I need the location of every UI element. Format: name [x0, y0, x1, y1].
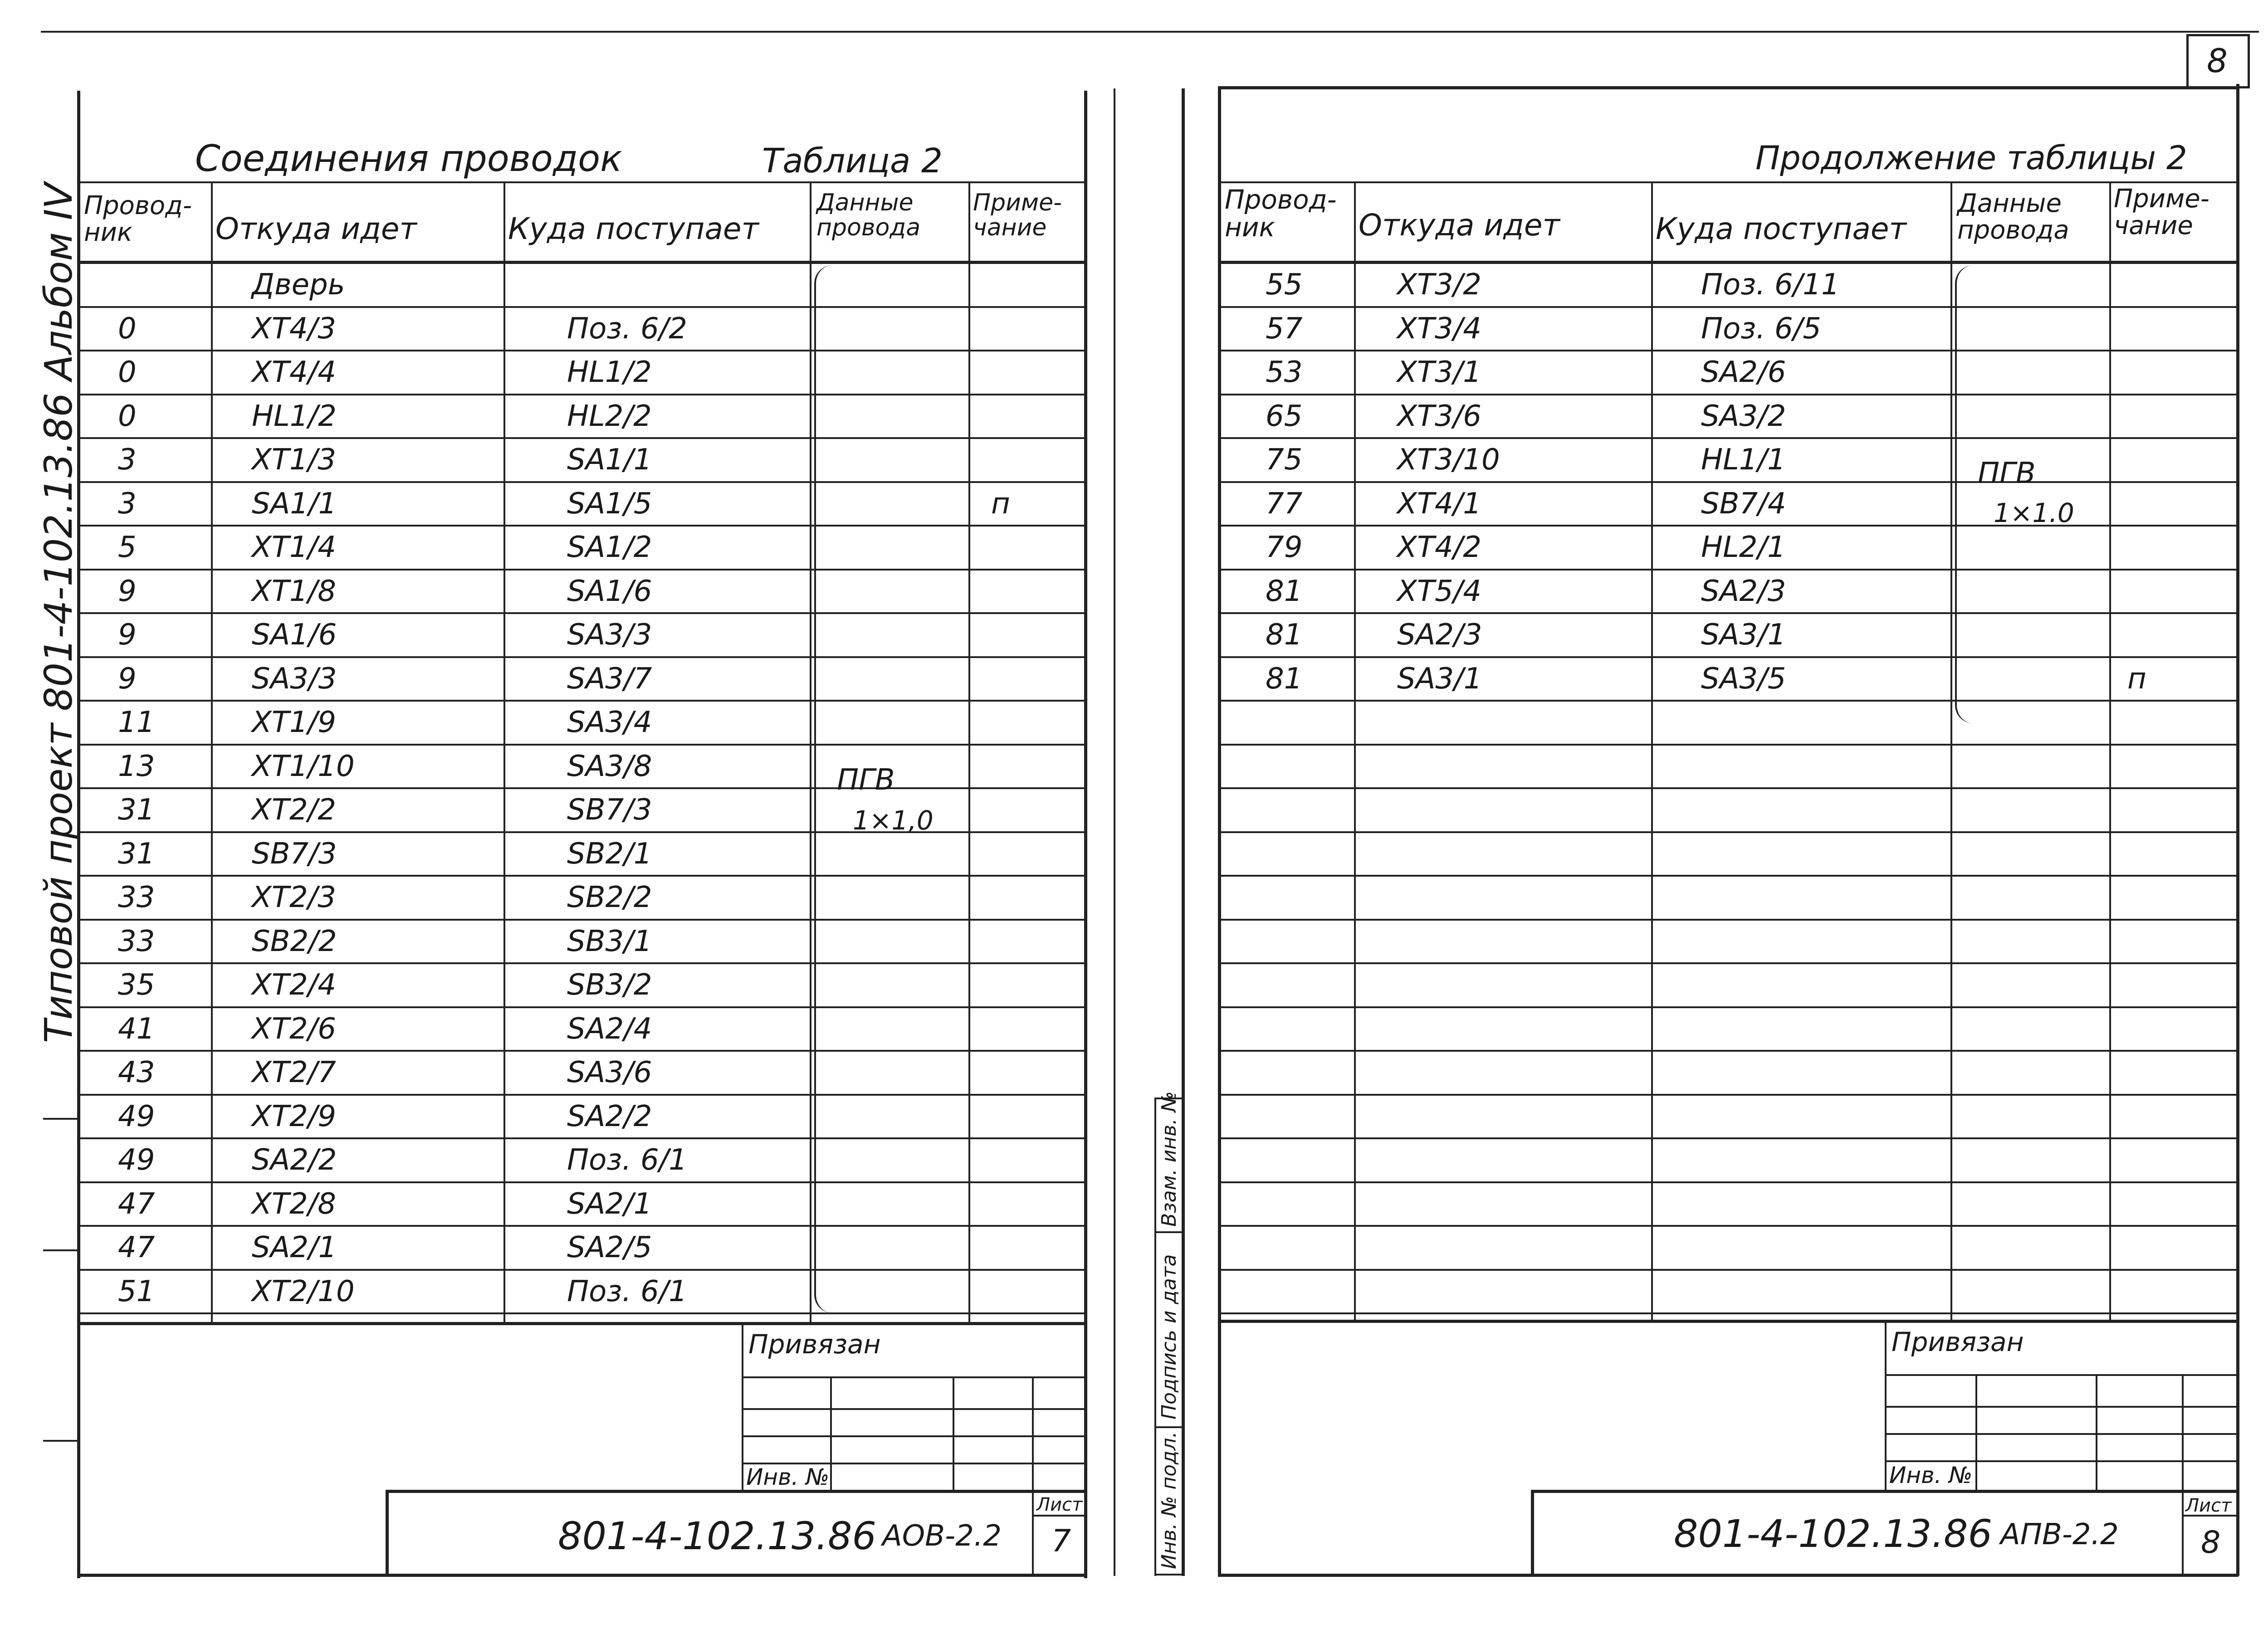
left-to-cell: SB2/1: [567, 837, 652, 871]
strip-signature: Подпись и дата: [1158, 1254, 1181, 1419]
left-row-line: [77, 1225, 1084, 1227]
left-to-cell: SA2/1: [567, 1187, 652, 1221]
left-tb-v1: [742, 1322, 743, 1490]
left-wire-number: 0: [118, 356, 137, 389]
left-from-cell: Дверь: [252, 268, 345, 302]
right-wire-number: 57: [1266, 312, 1303, 346]
page-number: 8: [2207, 42, 2228, 80]
left-list-no: 7: [1051, 1523, 1071, 1559]
left-to-cell: SA3/3: [567, 618, 652, 652]
right-wire-size: 1×1.0: [1994, 498, 2074, 528]
right-wire-number: 81: [1266, 618, 1303, 652]
left-row-line: [77, 569, 1084, 571]
left-row-line: [77, 1094, 1084, 1096]
right-from-cell: XT3/2: [1397, 268, 1481, 302]
right-wire-number: 75: [1266, 443, 1303, 477]
right-wire-brace: [1955, 265, 1975, 723]
left-from-cell: XT4/3: [252, 312, 336, 346]
left-wire-number: 9: [118, 662, 137, 696]
strip-line-2: [1154, 1097, 1156, 1576]
strip-cell-signature: [1158, 1254, 1181, 1419]
right-to-cell: SA3/1: [1701, 618, 1786, 652]
left-to-cell: Поз. 6/1: [567, 1274, 687, 1308]
right-row-line: [1218, 350, 2236, 351]
left-from-cell: XT1/4: [252, 531, 336, 564]
left-row-line: [77, 1137, 1084, 1139]
right-row-line: [1218, 744, 2236, 746]
strip-cell-vzam: [1158, 1091, 1181, 1227]
right-sheet-code: АПВ-2.2: [2000, 1518, 2119, 1551]
right-to-cell: SA2/6: [1701, 356, 1786, 389]
left-wire-number: 9: [118, 574, 137, 608]
right-titleblock-top: [1218, 1320, 2236, 1323]
right-from-cell: XT3/1: [1397, 356, 1481, 389]
right-col-3: [1950, 181, 1952, 1322]
right-header-1: Откуда идет: [1359, 208, 1560, 243]
left-tb-v2: [830, 1376, 832, 1490]
left-to-cell: SB3/2: [567, 968, 652, 1002]
left-col-1: [211, 181, 213, 1324]
right-row-line: [1218, 787, 2236, 789]
left-table-label: Таблица 2: [762, 141, 943, 180]
right-list-no: 8: [2201, 1525, 2221, 1561]
left-privyazan: Привязан: [748, 1329, 881, 1360]
right-to-cell: SA3/5: [1701, 662, 1786, 696]
left-from-cell: HL1/2: [252, 399, 337, 433]
left-to-cell: SA1/1: [567, 443, 652, 477]
left-col-3: [810, 181, 811, 1324]
left-col-4: [968, 181, 970, 1324]
left-to-cell: SA3/7: [567, 662, 652, 696]
right-row-line: [1218, 1094, 2236, 1096]
right-frame-right: [2236, 84, 2239, 1576]
strip-line-3: [1182, 88, 1185, 1576]
right-tb-v3: [2096, 1374, 2097, 1492]
left-to-cell: SA3/8: [567, 749, 652, 783]
side-stamp-text: Типовой проект 801-4-102.13.86 Альбом IV: [36, 183, 81, 1043]
left-to-cell: SB2/2: [567, 881, 652, 914]
left-from-cell: XT2/2: [252, 793, 336, 827]
left-header-1: Откуда идет: [215, 211, 417, 246]
right-frame-top: [1218, 86, 2239, 89]
strip-vzam: Взам. инв. №: [1158, 1091, 1181, 1227]
right-header-2: Куда поступает: [1656, 211, 1906, 246]
right-wire-number: 81: [1266, 574, 1303, 608]
left-wire-number: 5: [118, 531, 137, 564]
right-row-line: [1218, 1269, 2236, 1271]
left-wire-number: 3: [118, 487, 137, 521]
right-from-cell: SA3/1: [1397, 662, 1482, 696]
right-header-bottom: [1218, 261, 2236, 264]
left-from-cell: XT1/3: [252, 443, 336, 477]
right-row-line: [1218, 962, 2236, 964]
left-header-4: Приме-чание: [973, 189, 1062, 241]
left-from-cell: SA3/3: [252, 662, 337, 696]
left-to-cell: SA3/4: [567, 706, 652, 739]
left-row-line: [77, 962, 1084, 964]
left-tb-code-top: [386, 1490, 1084, 1493]
right-wire-number: 65: [1266, 399, 1303, 433]
left-to-cell: HL1/2: [567, 356, 652, 389]
right-wire-number: 79: [1266, 531, 1303, 564]
right-to-cell: Поз. 6/5: [1701, 312, 1821, 346]
strip-line-1: [1114, 88, 1115, 1576]
right-col-4: [2109, 181, 2111, 1322]
right-row-line: [1218, 525, 2236, 527]
left-from-cell: SA2/2: [252, 1143, 337, 1177]
right-to-cell: Поз. 6/11: [1701, 268, 1840, 302]
left-wire-number: 47: [118, 1187, 155, 1221]
side-stamp: [36, 183, 81, 1043]
left-to-cell: SA1/6: [567, 574, 652, 608]
right-row-line: [1218, 569, 2236, 571]
right-to-cell: SB7/4: [1701, 487, 1786, 521]
left-row-line: [77, 656, 1084, 658]
left-titleblock-top: [77, 1322, 1084, 1325]
right-tb-v2: [1975, 1374, 1977, 1492]
left-from-cell: XT2/10: [252, 1274, 355, 1308]
right-to-cell: HL2/1: [1701, 531, 1786, 564]
left-row-line: [77, 350, 1084, 351]
left-wire-number: 33: [118, 881, 155, 914]
left-from-cell: XT1/8: [252, 574, 336, 608]
left-tb-code-left: [386, 1490, 389, 1576]
left-from-cell: XT1/9: [252, 706, 336, 739]
right-col-2: [1651, 181, 1653, 1322]
right-header-3: Данные провода: [1957, 189, 2069, 245]
left-wire-number: 41: [118, 1012, 155, 1046]
right-from-cell: SA2/3: [1397, 618, 1482, 652]
left-wire-number: 35: [118, 968, 155, 1002]
left-to-cell: Поз. 6/2: [567, 312, 687, 346]
left-from-cell: XT2/9: [252, 1099, 336, 1133]
right-privyazan: Привязан: [1892, 1327, 2024, 1357]
right-doc-code: 801-4-102.13.86: [1674, 1512, 1992, 1556]
left-row-line: [77, 744, 1084, 746]
page-number-box: [2186, 34, 2250, 88]
left-from-cell: XT1/10: [252, 749, 355, 783]
right-tb-v4: [2182, 1374, 2184, 1574]
left-row-line: [77, 1050, 1084, 1052]
right-col-1: [1354, 181, 1356, 1322]
right-row-line: [1218, 1137, 2236, 1139]
left-wire-number: 0: [118, 312, 137, 346]
right-row-line: [1218, 656, 2236, 658]
left-to-cell: SA1/2: [567, 531, 652, 564]
left-row-line: [77, 394, 1084, 395]
right-header-top: [1218, 181, 2236, 183]
left-header-top: [77, 181, 1084, 183]
right-wire-type: ПГВ: [1978, 457, 2036, 490]
strip-inv-podl: Инв. № подл.: [1158, 1431, 1181, 1569]
left-wire-number: 9: [118, 618, 137, 652]
left-frame-right: [1084, 91, 1087, 1578]
left-to-cell: SB3/1: [567, 924, 652, 958]
left-wire-number: 49: [118, 1143, 155, 1177]
side-tick-2: [43, 1249, 79, 1251]
left-wire-size: 1×1,0: [853, 805, 934, 836]
left-list-label: Лист: [1036, 1494, 1083, 1515]
right-row-line: [1218, 1006, 2236, 1008]
left-frame-bottom: [77, 1574, 1086, 1577]
left-to-cell: HL2/2: [567, 399, 652, 433]
side-tick-1: [43, 1118, 79, 1120]
right-header-0: Провод-ник: [1225, 184, 1337, 243]
right-wire-number: 77: [1266, 487, 1303, 521]
left-row-line: [77, 1269, 1084, 1271]
left-row-line: [77, 787, 1084, 789]
side-tick-3: [43, 1440, 79, 1442]
left-wire-number: 33: [118, 924, 155, 958]
left-from-cell: SB7/3: [252, 837, 337, 871]
left-from-cell: XT2/6: [252, 1012, 336, 1046]
left-wire-number: 31: [118, 793, 155, 827]
left-row-line: [77, 875, 1084, 877]
right-header-4: Приме-чание: [2114, 184, 2209, 240]
left-note-cell: п: [991, 487, 1010, 521]
left-row-line: [77, 306, 1084, 308]
left-from-cell: XT2/3: [252, 881, 336, 914]
left-to-cell: SA2/5: [567, 1231, 652, 1264]
right-row-line: [1218, 612, 2236, 614]
left-title: Соединения проводок: [195, 137, 622, 180]
left-to-cell: SB7/3: [567, 793, 652, 827]
right-inv-no: Инв. №: [1889, 1462, 1973, 1488]
left-wire-number: 51: [118, 1274, 155, 1308]
right-from-cell: XT4/2: [1397, 531, 1481, 564]
left-row-line: [77, 1181, 1084, 1183]
left-from-cell: XT4/4: [252, 356, 336, 389]
right-row-line: [1218, 919, 2236, 921]
right-to-cell: HL1/1: [1701, 443, 1786, 477]
left-row-line: [77, 612, 1084, 614]
left-from-cell: SA1/1: [252, 487, 337, 521]
strip-h4: [1154, 1574, 1182, 1575]
left-from-cell: SA2/1: [252, 1231, 337, 1264]
left-row-line: [77, 481, 1084, 483]
left-wire-number: 31: [118, 837, 155, 871]
top-border-line: [41, 31, 2259, 33]
left-frame-left: [77, 91, 80, 1578]
right-row-line: [1218, 1312, 2236, 1314]
left-to-cell: Поз. 6/1: [567, 1143, 687, 1177]
right-row-line: [1218, 875, 2236, 877]
right-row-line: [1218, 481, 2236, 483]
right-from-cell: XT3/6: [1397, 399, 1481, 433]
right-wire-number: 55: [1266, 268, 1303, 302]
right-title: Продолжение таблицы 2: [1755, 139, 2187, 177]
left-wire-number: 43: [118, 1056, 155, 1089]
left-row-line: [77, 437, 1084, 439]
right-from-cell: XT3/10: [1397, 443, 1500, 477]
left-tb-v3: [953, 1376, 954, 1490]
right-from-cell: XT5/4: [1397, 574, 1481, 608]
left-to-cell: SA1/5: [567, 487, 652, 521]
left-header-2: Куда поступает: [508, 211, 759, 246]
right-row-line: [1218, 437, 2236, 439]
right-tb-code-left: [1531, 1490, 1534, 1576]
right-from-cell: XT4/1: [1397, 487, 1481, 521]
right-row-line: [1218, 306, 2236, 308]
left-row-line: [77, 1312, 1084, 1314]
left-wire-number: 47: [118, 1231, 155, 1264]
left-from-cell: XT2/4: [252, 968, 336, 1002]
left-wire-number: 13: [118, 749, 155, 783]
right-to-cell: SA3/2: [1701, 399, 1786, 433]
right-from-cell: XT3/4: [1397, 312, 1481, 346]
strip-cell-inv-podl: [1158, 1431, 1181, 1569]
right-note-cell: п: [2127, 662, 2146, 696]
right-list-label: Лист: [2185, 1495, 2232, 1516]
right-row-line: [1218, 394, 2236, 395]
left-wire-number: 3: [118, 443, 137, 477]
left-from-cell: SA1/6: [252, 618, 337, 652]
right-frame-bottom: [1218, 1574, 2239, 1577]
left-wire-number: 0: [118, 399, 137, 433]
left-sheet-code: АОВ-2.2: [882, 1519, 1002, 1553]
right-wire-number: 81: [1266, 662, 1303, 696]
left-header-bottom: [77, 261, 1084, 264]
left-from-cell: XT2/8: [252, 1187, 336, 1221]
right-to-cell: SA2/3: [1701, 574, 1786, 608]
left-row-line: [77, 919, 1084, 921]
left-to-cell: SA3/6: [567, 1056, 652, 1089]
right-tb-code-top: [1531, 1490, 2239, 1493]
left-col-2: [503, 181, 505, 1324]
strip-h2: [1154, 1231, 1182, 1233]
left-inv-no: Инв. №: [746, 1464, 830, 1490]
left-row-line: [77, 1006, 1084, 1008]
right-wire-number: 53: [1266, 356, 1303, 389]
left-header-3: Данные провода: [816, 189, 921, 241]
left-to-cell: SA2/4: [567, 1012, 652, 1046]
right-row-line: [1218, 700, 2236, 702]
right-row-line: [1218, 1225, 2236, 1227]
right-row-line: [1218, 1050, 2236, 1052]
left-wire-number: 11: [118, 706, 155, 739]
left-row-line: [77, 525, 1084, 527]
left-tb-v4: [1032, 1376, 1034, 1576]
strip-h3: [1154, 1426, 1182, 1428]
left-doc-code: 801-4-102.13.86: [558, 1514, 876, 1558]
left-from-cell: XT2/7: [252, 1056, 336, 1089]
left-wire-type: ПГВ: [837, 763, 895, 797]
left-wire-number: 49: [118, 1099, 155, 1133]
left-to-cell: SA2/2: [567, 1099, 652, 1133]
left-row-line: [77, 700, 1084, 702]
left-wire-brace: [814, 265, 834, 1313]
right-row-line: [1218, 831, 2236, 833]
right-row-line: [1218, 1181, 2236, 1183]
left-header-0: Провод-ник: [84, 191, 192, 247]
left-from-cell: SB2/2: [252, 924, 337, 958]
